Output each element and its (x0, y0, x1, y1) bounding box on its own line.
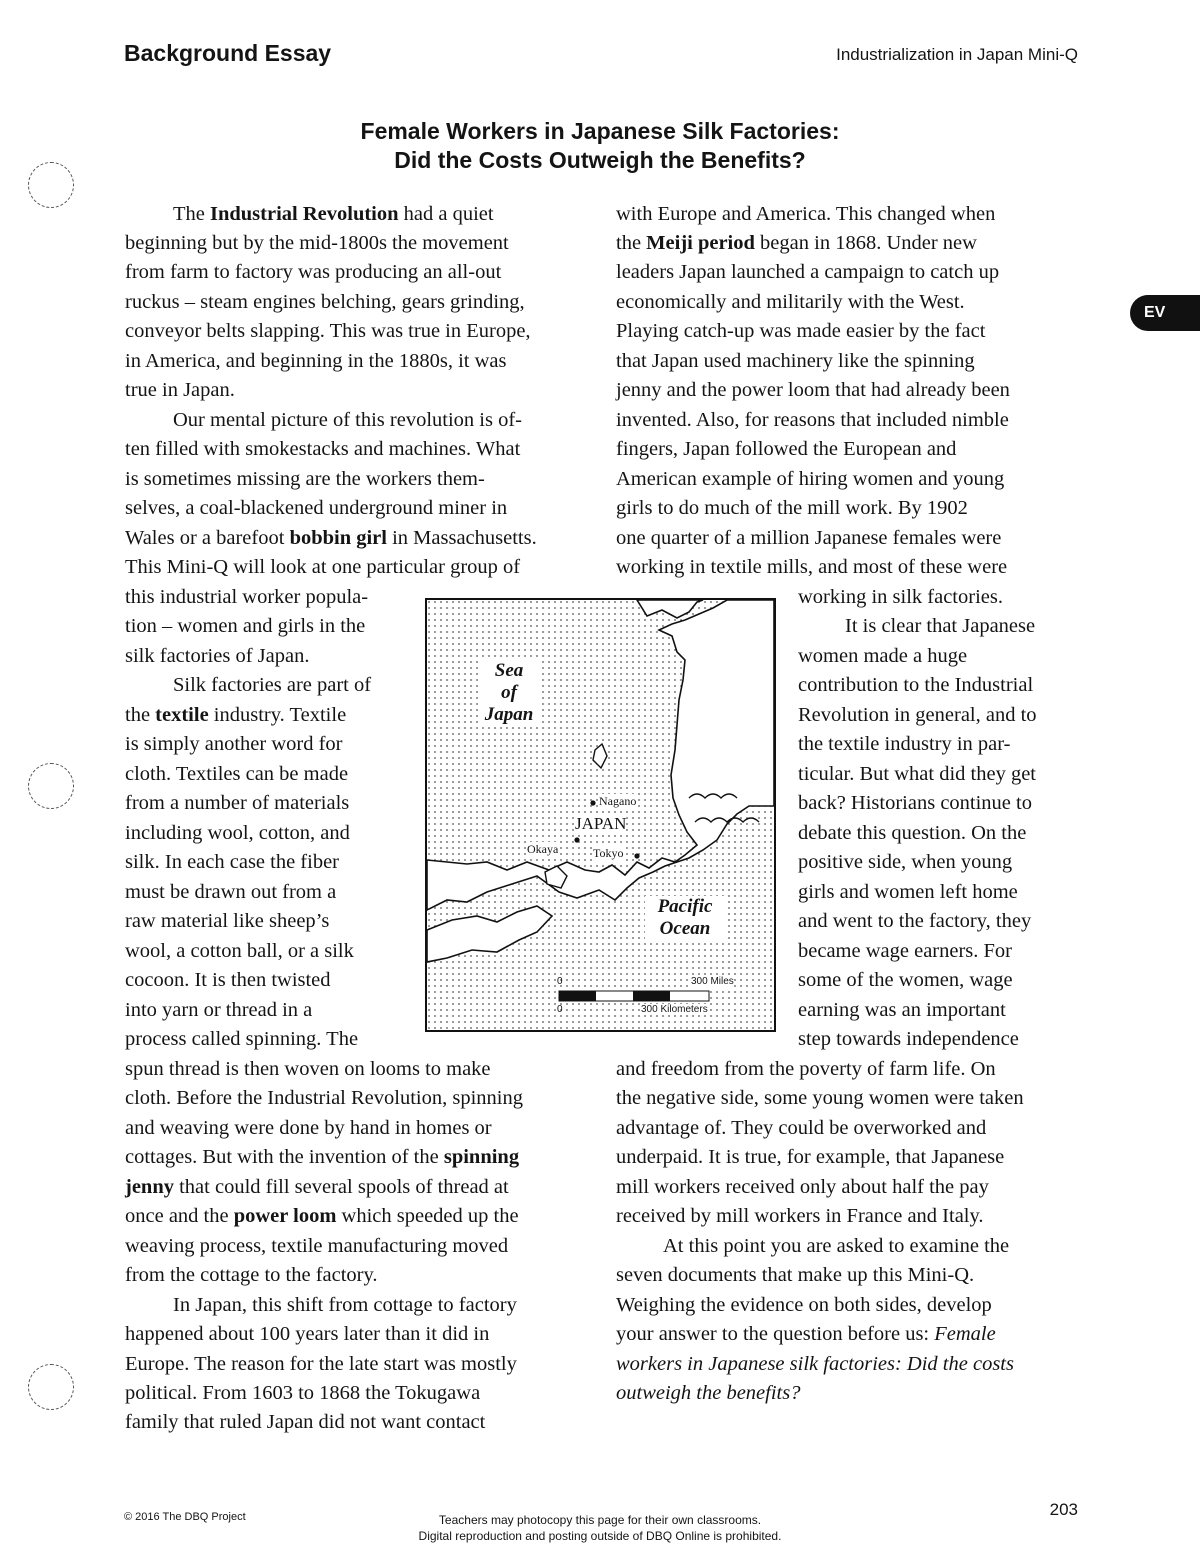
copyright: © 2016 The DBQ Project (124, 1511, 246, 1523)
pacific-ocean-label: Pacific Ocean (645, 896, 725, 940)
text-line: and weaving were done by hand in homes or (125, 1117, 492, 1139)
text-line: beginning but by the mid-1800s the movement (125, 232, 509, 254)
scale-miles-label: 300 Miles (691, 976, 734, 987)
section-label: Background Essay (124, 40, 332, 66)
text-line: received by mill workers in France and Italy. (616, 1205, 984, 1227)
text-line: The Industrial Revolution had a quiet (173, 203, 494, 225)
section-tab: EV (1130, 295, 1200, 331)
text-line: jenny and the power loom that had already been (616, 379, 1010, 401)
text-line: cottages. But with the invention of the spinning (125, 1146, 520, 1168)
text-line: the Meiji period began in 1868. Under new (616, 232, 977, 254)
text-line: and went to the factory, they (798, 910, 1032, 932)
scale-zero-bottom: 0 (557, 1004, 563, 1015)
text-line: girls to do much of the mill work. By 1902 (616, 497, 968, 519)
text-line: the textile industry in par- (798, 733, 1011, 755)
text-line: cloth. Before the Industrial Revolution, spinning (125, 1087, 523, 1109)
text-line: working in textile mills, and most of these were (616, 556, 1008, 578)
text-line: selves, a coal-blackened underground miner in (125, 497, 508, 519)
text-line: is sometimes missing are the workers them- (125, 468, 485, 490)
text-line: became wage earners. For (798, 940, 1012, 962)
text-line: from farm to factory was producing an all-out (125, 261, 502, 283)
text-line: advantage of. They could be overworked and (616, 1117, 987, 1139)
text-line: cloth. Textiles can be made (125, 763, 349, 785)
text-line: workers in Japanese silk factories: Did the costs (616, 1353, 1014, 1375)
text-line: is simply another word for (125, 733, 343, 755)
text-line: one quarter of a million Japanese females were (616, 527, 1002, 549)
text-line: family that ruled Japan did not want contact (125, 1411, 486, 1433)
text-line: At this point you are asked to examine the (663, 1235, 1010, 1257)
text-line: underpaid. It is true, for example, that Japanese (616, 1146, 1005, 1168)
scale-zero-top: 0 (557, 976, 563, 987)
city-marker-okaya (574, 837, 579, 842)
text-line: Wales or a barefoot bobbin girl in Massachusetts. (125, 527, 537, 549)
page-title: Female Workers in Japanese Silk Factories: (360, 118, 840, 144)
city-marker-tokyo (634, 853, 639, 858)
text-line: women made a huge (798, 645, 968, 667)
text-line: the negative side, some young women were taken (616, 1087, 1024, 1109)
text-line: ruckus – steam engines belching, gears grinding, (125, 291, 525, 313)
footer-notice: Teachers may photocopy this page for their own classrooms. Digital reproduction and posting outside of DBQ Online is prohibited. (418, 1513, 782, 1543)
text-line: once and the power loom which speeded up the (125, 1205, 519, 1227)
text-line: process called spinning. The (125, 1028, 359, 1050)
text-line: Playing catch-up was made easier by the fact (616, 320, 986, 342)
text-line: back? Historians continue to (798, 792, 1032, 814)
text-line: Silk factories are part of (173, 674, 372, 696)
text-line: Our mental picture of this revolution is of- (173, 409, 522, 431)
text-line: This Mini-Q will look at one particular group of (125, 556, 521, 578)
text-line: invented. Also, for reasons that included nimble (616, 409, 1009, 431)
binder-hole (28, 763, 74, 809)
text-line: with Europe and America. This changed when (616, 203, 996, 225)
text-line: including wool, cotton, and (125, 822, 350, 844)
text-line: true in Japan. (125, 379, 235, 401)
text-line: from the cottage to the factory. (125, 1264, 378, 1286)
city-label-okaya: Okaya (527, 842, 559, 856)
text-line: working in silk factories. (798, 586, 1003, 608)
text-line: It is clear that Japanese (845, 615, 1036, 637)
scale-bar-segment (559, 991, 596, 1001)
text-line: outweigh the benefits? (616, 1382, 801, 1404)
japan-map (425, 598, 776, 1032)
text-line: American example of hiring women and young (616, 468, 1005, 490)
text-line: the textile industry. Textile (125, 704, 347, 726)
text-line: political. From 1603 to 1868 the Tokugawa (125, 1382, 481, 1404)
text-line: mill workers received only about half the pay (616, 1176, 989, 1198)
page-subtitle: Did the Costs Outweigh the Benefits? (394, 147, 806, 173)
text-line: Europe. The reason for the late start was mostly (125, 1353, 517, 1375)
sea-of-japan-label: Sea of Japan (479, 660, 539, 726)
binder-hole (28, 162, 74, 208)
text-line: this industrial worker popula- (125, 586, 369, 608)
text-line: your answer to the question before us: Female (616, 1323, 996, 1345)
text-line: girls and women left home (798, 881, 1018, 903)
text-line: debate this question. On the (798, 822, 1027, 844)
text-line: into yarn or thread in a (125, 999, 313, 1021)
text-line: step towards independence (798, 1028, 1019, 1050)
text-line: earning was an important (798, 999, 1006, 1021)
text-line: positive side, when young (798, 851, 1013, 873)
text-line: seven documents that make up this Mini-Q. (616, 1264, 975, 1286)
text-line: must be drawn out from a (125, 881, 337, 903)
text-line: raw material like sheep’s (125, 910, 330, 932)
text-line: cocoon. It is then twisted (125, 969, 331, 991)
scale-km-label: 300 Kilometers (641, 1004, 708, 1015)
text-line: from a number of materials (125, 792, 350, 814)
text-line: and freedom from the poverty of farm life. On (616, 1058, 996, 1080)
text-line: ten filled with smokestacks and machines. What (125, 438, 521, 460)
text-line: Weighing the evidence on both sides, develop (616, 1294, 992, 1316)
scale-bar-segment (633, 991, 670, 1001)
city-marker-nagano (590, 800, 595, 805)
text-line: jenny that could fill several spools of thread at (125, 1176, 509, 1198)
text-line: weaving process, textile manufacturing moved (125, 1235, 509, 1257)
text-line: tion – women and girls in the (125, 615, 366, 637)
text-line: spun thread is then woven on looms to make (125, 1058, 491, 1080)
unit-label: Industrialization in Japan Mini-Q (836, 45, 1078, 64)
text-line: wool, a cotton ball, or a silk (125, 940, 354, 962)
text-line: some of the women, wage (798, 969, 1013, 991)
binder-hole (28, 1364, 74, 1410)
city-label-tokyo: Tokyo (593, 846, 624, 860)
text-line: silk factories of Japan. (125, 645, 310, 667)
text-line: contribution to the Industrial (798, 674, 1034, 696)
text-line: happened about 100 years later than it did in (125, 1323, 490, 1345)
text-line: economically and militarily with the West. (616, 291, 965, 313)
city-label-nagano: Nagano (599, 794, 637, 808)
text-line: fingers, Japan followed the European and (616, 438, 957, 460)
text-line: conveyor belts slapping. This was true in Europe, (125, 320, 531, 342)
text-line: ticular. But what did they get (798, 763, 1036, 785)
text-line: silk. In each case the fiber (125, 851, 340, 873)
page-number: 203 (1049, 1500, 1078, 1519)
country-label: JAPAN (575, 814, 627, 833)
text-line: in America, and beginning in the 1880s, it was (125, 350, 507, 372)
text-line: In Japan, this shift from cottage to factory (173, 1294, 517, 1316)
text-line: that Japan used machinery like the spinning (616, 350, 975, 372)
text-line: leaders Japan launched a campaign to catch up (616, 261, 1000, 283)
text-line: Revolution in general, and to (798, 704, 1037, 726)
